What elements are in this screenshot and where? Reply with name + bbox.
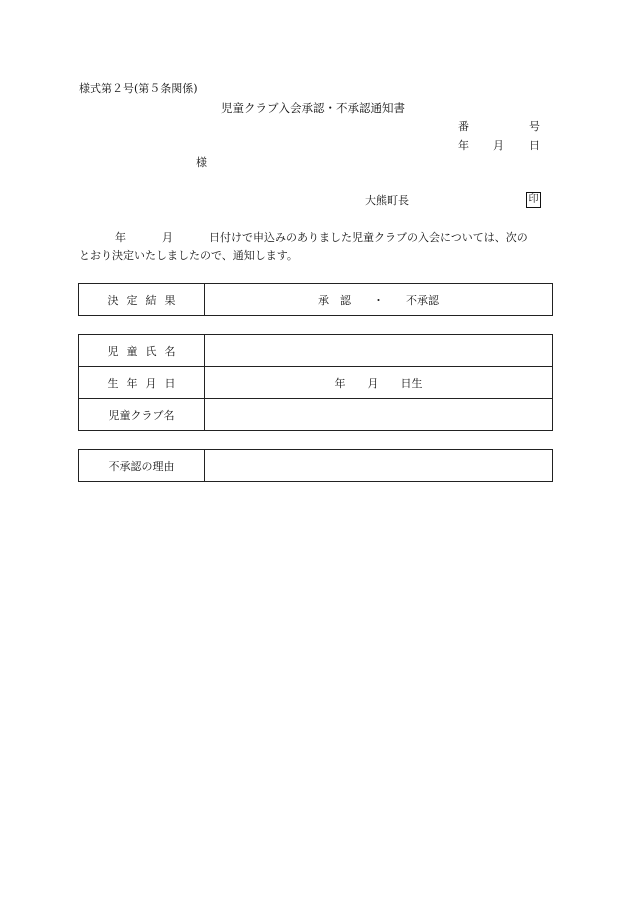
body-year: 年 <box>115 231 126 244</box>
child-name-label <box>79 335 205 367</box>
label-char: 日 <box>164 376 176 390</box>
child-info-table <box>78 334 553 431</box>
date-year: 年 <box>458 139 469 152</box>
label-char: 年 <box>126 376 138 390</box>
birth-year: 年 <box>334 376 346 390</box>
label-char: 名 <box>164 344 176 358</box>
child-name-field[interactable] <box>205 335 553 367</box>
reason-row <box>79 450 553 482</box>
reject-option[interactable]: 不承認 <box>406 293 439 307</box>
approve-option[interactable]: 承 認 <box>318 293 351 307</box>
form-number-label: 様式第２号(第５条関係) <box>79 82 198 95</box>
label-char: 生 <box>107 376 119 390</box>
label-char: 決 <box>107 293 119 307</box>
decision-label <box>79 284 205 316</box>
number-prefix: 番 <box>458 120 469 133</box>
label-char: 定 <box>126 293 138 307</box>
club-name-label: 児童クラブ名 <box>79 399 205 431</box>
label-char: 果 <box>164 293 176 307</box>
option-separator: ・ <box>373 293 384 307</box>
decision-value[interactable] <box>205 284 553 316</box>
seal-mark: 印 <box>526 192 541 208</box>
label-char: 児 <box>107 344 119 358</box>
date-day: 日 <box>529 139 540 152</box>
number-suffix: 号 <box>529 120 540 133</box>
date-month: 月 <box>493 139 504 152</box>
sender-name: 大熊町長 <box>365 194 409 207</box>
body-line-1-text: 日付けで申込みのありました児童クラブの入会については、次の <box>209 231 528 244</box>
reason-table <box>78 449 553 482</box>
addressee-honorific: 様 <box>196 156 207 169</box>
reason-field[interactable] <box>205 450 553 482</box>
birth-date-row <box>79 367 553 399</box>
birth-date-field[interactable] <box>205 367 553 399</box>
birth-month: 月 <box>367 376 379 390</box>
club-name-row <box>79 399 553 431</box>
label-char: 結 <box>145 293 157 307</box>
child-name-row <box>79 335 553 367</box>
label-char: 氏 <box>145 344 157 358</box>
decision-row <box>79 284 553 316</box>
body-month: 月 <box>162 231 173 244</box>
label-char: 月 <box>145 376 157 390</box>
reason-label: 不承認の理由 <box>79 450 205 482</box>
club-name-field[interactable] <box>205 399 553 431</box>
document-title: 児童クラブ入会承認・不承認通知書 <box>221 101 405 115</box>
birth-date-label <box>79 367 205 399</box>
birth-day: 日生 <box>400 376 423 390</box>
body-text-line-2: とおり決定いたしましたので、通知します。 <box>79 249 298 262</box>
decision-table <box>78 283 553 316</box>
label-char: 童 <box>126 344 138 358</box>
